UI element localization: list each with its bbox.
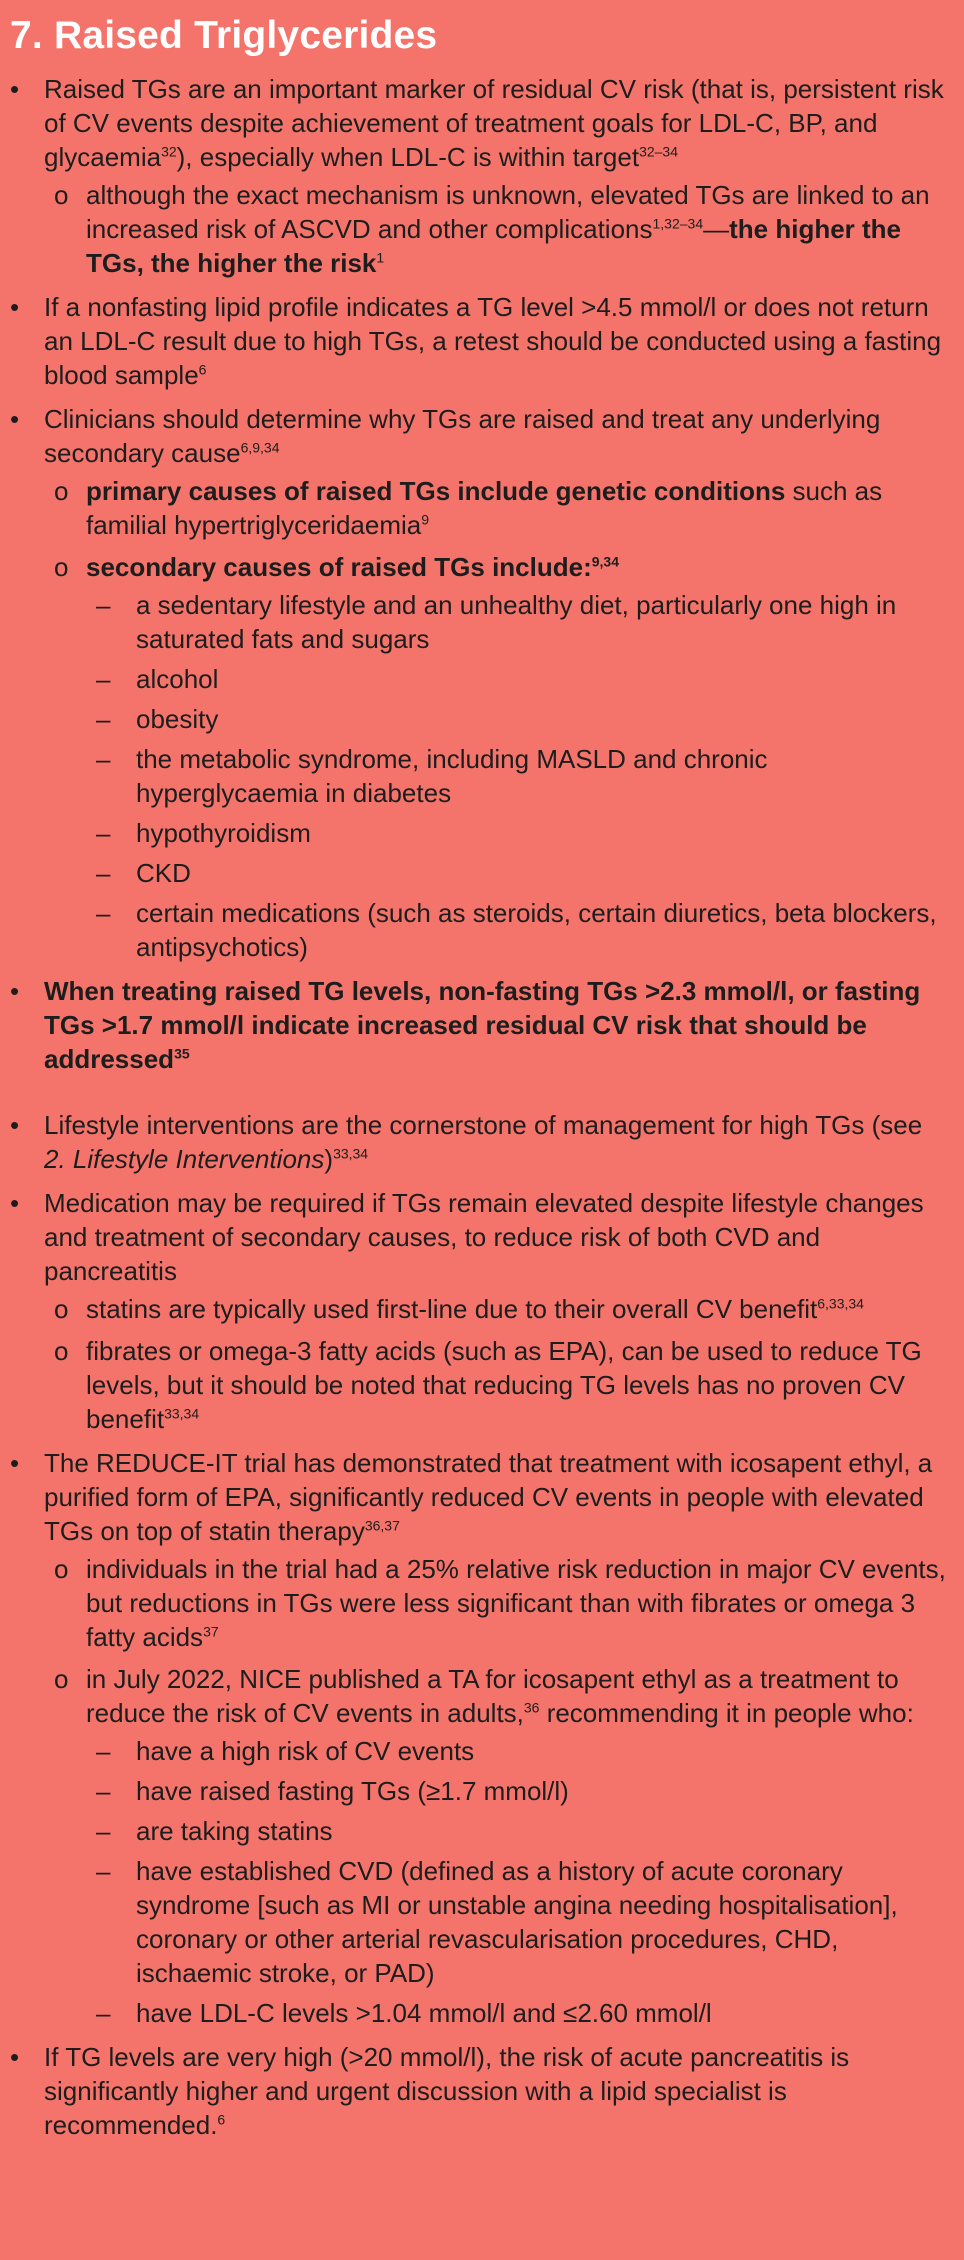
sub-nice-ta — [44, 1662, 946, 2030]
b7-sub2: in July 2022, NICE published a TA for icosapent ethyl as a treatment to reduce the risk of CV events in adults, — [86, 1664, 899, 1728]
b5-italic: 2. Lifestyle Interventions — [44, 1144, 325, 1174]
b7-ref: 36,37 — [364, 1517, 400, 1534]
sub-mechanism — [44, 178, 946, 280]
secondary-cause-list — [86, 588, 946, 964]
sub-secondary-causes — [44, 550, 946, 964]
primary-ref: 9 — [421, 511, 430, 528]
b1-text: Raised TGs are an important marker of residual CV risk (that is, persistent risk of CV events despite achievement of treatment goals for LDL-C, BP, and glycaemia — [44, 74, 944, 172]
cause-item: – a sedentary lifestyle and an unhealthy diet, particularly one high in saturated fats and sugars — [86, 588, 946, 656]
b7-sub1: individuals in the trial had a 25% relative risk reduction in major CV events, but reductions in TGs were less significant than with fibrates or omega 3 fatty acids — [86, 1554, 946, 1652]
b1-sub-dash: — — [703, 214, 730, 244]
secondary-ref: 9,34 — [591, 553, 619, 570]
b6-sub2: fibrates or omega-3 fatty acids (such as EPA), can be used to reduce TG levels, but it should be noted that reducing TG levels has no proven CV benefit — [86, 1336, 922, 1434]
nice-criteria-list — [86, 1734, 946, 2030]
b7-sub2-end: recommending it in people who: — [539, 1698, 914, 1728]
b7-text: The REDUCE-IT trial has demonstrated that treatment with icosapent ethyl, a purified form of EPA, significantly reduced CV events in people with elevated TGs on top of statin therapy — [44, 1448, 933, 1546]
criteria-item: – have raised fasting TGs (≥1.7 mmol/l) — [86, 1774, 946, 1808]
b1-sub-text: although the exact mechanism is unknown, elevated TGs are linked to an increased risk of ASCVD and other complications — [86, 180, 930, 244]
cause-item: – alcohol — [86, 662, 946, 696]
bullet-residual-threshold — [10, 974, 946, 1076]
b2-text: If a nonfasting lipid profile indicates a TG level >4.5 mmol/l or does not return an LDL-C result due to high TGs, a retest should be conducted using a fasting blood sample — [44, 292, 942, 390]
cause-item: – hypothyroidism — [86, 816, 946, 850]
bullet-reduce-it — [10, 1446, 946, 2030]
sub-fibrates — [44, 1334, 946, 1436]
b4-ref: 35 — [174, 1045, 190, 1062]
bullet-very-high — [10, 2040, 946, 2142]
sub-trial-results — [44, 1552, 946, 1654]
b1-sub-ref2: 1 — [376, 249, 385, 266]
criteria-item: – have LDL-C levels >1.04 mmol/l and ≤2.60 mmol/l — [86, 1996, 946, 2030]
secondary-bold: secondary causes of raised TGs include: — [86, 552, 592, 582]
b6-text: Medication may be required if TGs remain elevated despite lifestyle changes and treatment of secondary causes, to reduce risk of both CVD and pancreatitis — [44, 1188, 924, 1286]
b3-ref: 6,9,34 — [240, 439, 280, 456]
bullet-residual-risk — [10, 72, 946, 280]
b5-text: Lifestyle interventions are the cornerstone of management for high TGs (see — [44, 1110, 923, 1140]
b1-sub-ref: 1,32–34 — [652, 215, 704, 232]
main-bullet-list — [10, 72, 946, 2142]
primary-bold: primary causes of raised TGs include genetic conditions — [86, 476, 786, 506]
b3-sublist — [44, 474, 946, 964]
b6-sub2-ref: 33,34 — [164, 1405, 200, 1422]
b6-sublist — [44, 1292, 946, 1436]
cause-item: – obesity — [86, 702, 946, 736]
bullet-lifestyle — [10, 1108, 946, 1176]
b7-sublist — [44, 1552, 946, 2030]
b7-sub1-ref: 37 — [203, 1623, 219, 1640]
b3-text: Clinicians should determine why TGs are raised and treat any underlying secondary cause — [44, 404, 881, 468]
section-title: 7. Raised Triglycerides — [10, 14, 438, 57]
criteria-item: – are taking statins — [86, 1814, 946, 1848]
primary-rest: such as familial hypertriglyceridaemia — [86, 476, 883, 540]
b8-text: If TG levels are very high (>20 mmol/l), the risk of acute pancreatitis is significantly higher and urgent discussion with a lipid specialist is recommended. — [44, 2042, 850, 2140]
cause-item: – the metabolic syndrome, including MASLD and chronic hyperglycaemia in diabetes — [86, 742, 946, 810]
b4-bold: When treating raised TG levels, non-fasting TGs >2.3 mmol/l, or fasting TGs >1.7 mmol/l indicate increased residual CV risk that should be addressed — [44, 976, 921, 1074]
b5-ref: 33,34 — [333, 1145, 369, 1162]
b1-ref-a: 32 — [161, 143, 177, 160]
criteria-item: – have established CVD (defined as a history of acute coronary syndrome [such as MI or unstable angina needing hospitalisation], coronary or other arterial revascularisation procedures, CHD, ischaemic stroke, or PAD) — [86, 1854, 946, 1990]
b8-ref: 6 — [217, 2111, 226, 2128]
b5-end: ) — [324, 1144, 334, 1174]
b1-sublist — [44, 178, 946, 280]
sub-statins — [44, 1292, 946, 1326]
b2-ref: 6 — [198, 361, 207, 378]
sub-primary-causes — [44, 474, 946, 542]
b1-sub-bold: the higher the TGs, the higher the risk — [86, 214, 902, 278]
cause-item: – CKD — [86, 856, 946, 890]
bullet-medication — [10, 1186, 946, 1436]
b6-sub1-ref: 6,33,34 — [817, 1295, 864, 1312]
bullet-retest — [10, 290, 946, 392]
b7-sub2-ref: 36 — [523, 1699, 540, 1716]
cause-item: – certain medications (such as steroids, certain diuretics, beta blockers, antipsychotics) — [86, 896, 946, 964]
b1-mid: ), especially when LDL-C is within target — [176, 142, 640, 172]
b1-ref-b: 32–34 — [639, 143, 678, 160]
criteria-item: – have a high risk of CV events — [86, 1734, 946, 1768]
b6-sub1: statins are typically used first-line due to their overall CV benefit — [86, 1294, 818, 1324]
bullet-causes — [10, 402, 946, 964]
